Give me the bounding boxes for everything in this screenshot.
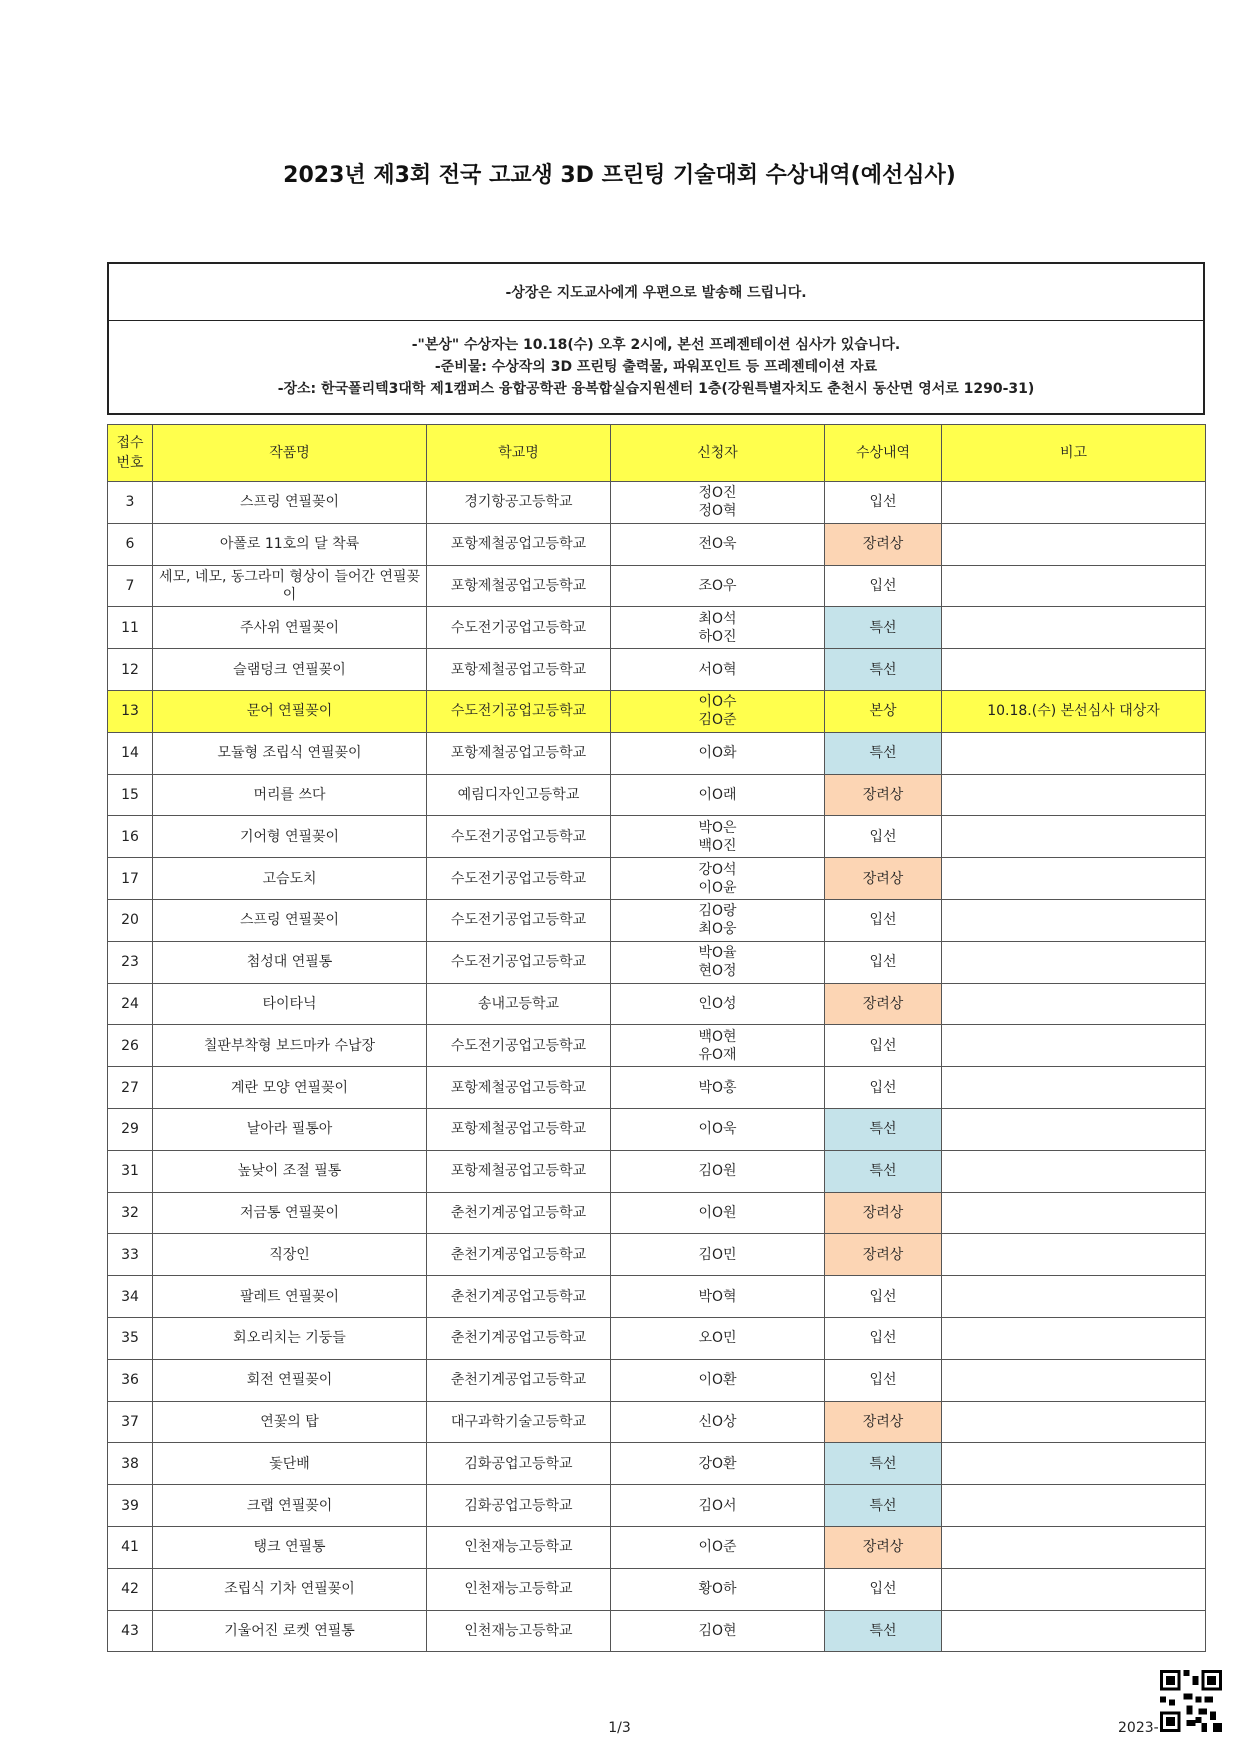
cell-note bbox=[942, 482, 1206, 524]
cell-note bbox=[942, 1067, 1206, 1109]
cell-note bbox=[942, 983, 1206, 1025]
table-row bbox=[108, 523, 1206, 565]
cell-work: 첨성대 연필통 bbox=[153, 941, 427, 983]
cell-work: 연꽃의 탑 bbox=[153, 1401, 427, 1443]
cell-no: 16 bbox=[108, 816, 153, 858]
applicant-name: 신O상 bbox=[698, 1413, 737, 1430]
table-row bbox=[108, 1067, 1206, 1109]
cell-note bbox=[942, 523, 1206, 565]
cell-work: 스프링 연필꽂이 bbox=[153, 482, 427, 524]
cell-award: 장려상 bbox=[825, 1234, 942, 1276]
cell-note bbox=[942, 1610, 1206, 1652]
cell-award: 입선 bbox=[825, 1317, 942, 1359]
cell-note bbox=[942, 1568, 1206, 1610]
cell-applicant bbox=[611, 858, 825, 900]
table-row bbox=[108, 1025, 1206, 1067]
cell-school: 송내고등학교 bbox=[427, 983, 611, 1025]
cell-award: 입선 bbox=[825, 565, 942, 607]
cell-note bbox=[942, 1234, 1206, 1276]
cell-note bbox=[942, 1317, 1206, 1359]
cell-award: 장려상 bbox=[825, 1401, 942, 1443]
cell-note bbox=[942, 1359, 1206, 1401]
cell-no: 7 bbox=[108, 565, 153, 607]
cell-no: 15 bbox=[108, 774, 153, 816]
applicant-name: 서O혁 bbox=[698, 661, 737, 678]
cell-award: 장려상 bbox=[825, 523, 942, 565]
notice-line-1: -상장은 지도교사에게 우편으로 발송해 드립니다. bbox=[505, 285, 807, 301]
cell-work: 저금통 연필꽂이 bbox=[153, 1192, 427, 1234]
cell-applicant bbox=[611, 941, 825, 983]
cell-note bbox=[942, 816, 1206, 858]
cell-work: 직장인 bbox=[153, 1234, 427, 1276]
table-row bbox=[108, 649, 1206, 691]
cell-award: 특선 bbox=[825, 1150, 942, 1192]
cell-note bbox=[942, 858, 1206, 900]
cell-award: 특선 bbox=[825, 607, 942, 649]
cell-award: 특선 bbox=[825, 1108, 942, 1150]
notice-row-1 bbox=[109, 264, 1203, 321]
header-work: 작품명 bbox=[153, 425, 427, 482]
table-row bbox=[108, 983, 1206, 1025]
applicant-name: 강O석 bbox=[698, 861, 737, 878]
cell-award: 입선 bbox=[825, 1568, 942, 1610]
table-row bbox=[108, 1150, 1206, 1192]
cell-school: 대구과학기술고등학교 bbox=[427, 1401, 611, 1443]
cell-no: 26 bbox=[108, 1025, 153, 1067]
cell-award: 본상 bbox=[825, 690, 942, 732]
cell-award: 특선 bbox=[825, 649, 942, 691]
cell-award: 특선 bbox=[825, 1610, 942, 1652]
cell-school: 춘천기계공업고등학교 bbox=[427, 1317, 611, 1359]
page-title: 2023년 제3회 전국 고교생 3D 프린팅 기술대회 수상내역(예선심사) bbox=[283, 163, 956, 188]
applicant-name: 오O민 bbox=[698, 1330, 737, 1347]
applicant-name: 조O우 bbox=[698, 577, 737, 594]
cell-school: 포항제철공업고등학교 bbox=[427, 649, 611, 691]
cell-school: 김화공업고등학교 bbox=[427, 1485, 611, 1527]
cell-work: 스프링 연필꽂이 bbox=[153, 899, 427, 941]
cell-applicant bbox=[611, 1276, 825, 1318]
cell-no: 14 bbox=[108, 732, 153, 774]
notice-line-2: -"본상" 수상자는 10.18(수) 오후 2시에, 본선 프레젠테이션 심사가 있습니다. bbox=[411, 337, 901, 353]
cell-work: 기어형 연필꽂이 bbox=[153, 816, 427, 858]
cell-applicant bbox=[611, 482, 825, 524]
cell-work: 회전 연필꽂이 bbox=[153, 1359, 427, 1401]
cell-note bbox=[942, 1276, 1206, 1318]
cell-applicant bbox=[611, 1108, 825, 1150]
cell-award: 입선 bbox=[825, 941, 942, 983]
cell-no: 31 bbox=[108, 1150, 153, 1192]
cell-award: 장려상 bbox=[825, 1526, 942, 1568]
cell-award: 입선 bbox=[825, 899, 942, 941]
cell-no: 11 bbox=[108, 607, 153, 649]
cell-applicant bbox=[611, 690, 825, 732]
cell-no: 17 bbox=[108, 858, 153, 900]
cell-work: 날아라 필통아 bbox=[153, 1108, 427, 1150]
cell-work: 주사위 연필꽂이 bbox=[153, 607, 427, 649]
cell-school: 포항제철공업고등학교 bbox=[427, 523, 611, 565]
cell-school: 인천재능고등학교 bbox=[427, 1526, 611, 1568]
table-row bbox=[108, 774, 1206, 816]
cell-school: 포항제철공업고등학교 bbox=[427, 1150, 611, 1192]
cell-no: 43 bbox=[108, 1610, 153, 1652]
cell-school: 수도전기공업고등학교 bbox=[427, 1025, 611, 1067]
table-row bbox=[108, 690, 1206, 732]
table-row bbox=[108, 941, 1206, 983]
cell-note bbox=[942, 941, 1206, 983]
cell-work: 계란 모양 연필꽂이 bbox=[153, 1067, 427, 1109]
cell-applicant bbox=[611, 1150, 825, 1192]
cell-award: 특선 bbox=[825, 732, 942, 774]
cell-school: 인천재능고등학교 bbox=[427, 1610, 611, 1652]
cell-school: 경기항공고등학교 bbox=[427, 482, 611, 524]
cell-applicant bbox=[611, 899, 825, 941]
cell-note bbox=[942, 732, 1206, 774]
cell-school: 포항제철공업고등학교 bbox=[427, 732, 611, 774]
page-number: 1/3 bbox=[608, 1720, 631, 1736]
cell-school: 수도전기공업고등학교 bbox=[427, 816, 611, 858]
applicant-name: 유O재 bbox=[698, 1046, 737, 1063]
cell-no: 36 bbox=[108, 1359, 153, 1401]
cell-note bbox=[942, 607, 1206, 649]
cell-no: 34 bbox=[108, 1276, 153, 1318]
applicant-name: 박O은 bbox=[698, 819, 737, 836]
cell-applicant bbox=[611, 1317, 825, 1359]
cell-work: 기울어진 로켓 연필통 bbox=[153, 1610, 427, 1652]
notice-line-4: -장소: 한국폴리텍3대학 제1캠퍼스 융합공학관 융복합실습지원센터 1층(강원특별자치도 춘천시 동산면 영서로 1290-31) bbox=[277, 381, 1035, 397]
cell-award: 입선 bbox=[825, 816, 942, 858]
cell-work: 고슴도치 bbox=[153, 858, 427, 900]
applicant-name: 최O석 bbox=[698, 610, 737, 627]
header-award: 수상내역 bbox=[825, 425, 942, 482]
table-row bbox=[108, 1359, 1206, 1401]
cell-work: 머리를 쓰다 bbox=[153, 774, 427, 816]
cell-no: 33 bbox=[108, 1234, 153, 1276]
cell-applicant bbox=[611, 1025, 825, 1067]
cell-applicant bbox=[611, 732, 825, 774]
cell-award: 특선 bbox=[825, 1443, 942, 1485]
header-no: 접수 번호 bbox=[108, 425, 153, 482]
applicant-name: 김O준 bbox=[698, 712, 737, 729]
cell-work: 타이타닉 bbox=[153, 983, 427, 1025]
applicant-name: 강O환 bbox=[698, 1455, 737, 1472]
cell-note bbox=[942, 1485, 1206, 1527]
table-row bbox=[108, 1568, 1206, 1610]
cell-work: 슬램덩크 연필꽂이 bbox=[153, 649, 427, 691]
cell-note bbox=[942, 1526, 1206, 1568]
cell-note bbox=[942, 1150, 1206, 1192]
table-row bbox=[108, 607, 1206, 649]
cell-award: 장려상 bbox=[825, 858, 942, 900]
applicant-name: 김O현 bbox=[698, 1622, 737, 1639]
applicant-name: 김O랑 bbox=[698, 903, 737, 920]
cell-award: 장려상 bbox=[825, 983, 942, 1025]
notice-row-2 bbox=[109, 321, 1203, 413]
table-header-row bbox=[108, 425, 1206, 482]
cell-award: 특선 bbox=[825, 1485, 942, 1527]
table-row bbox=[108, 565, 1206, 607]
cell-school: 포항제철공업고등학교 bbox=[427, 565, 611, 607]
cell-applicant bbox=[611, 565, 825, 607]
notice-box bbox=[107, 262, 1205, 415]
cell-note bbox=[942, 1401, 1206, 1443]
cell-note bbox=[942, 565, 1206, 607]
cell-note bbox=[942, 1443, 1206, 1485]
table-row bbox=[108, 816, 1206, 858]
cell-no: 42 bbox=[108, 1568, 153, 1610]
cell-applicant bbox=[611, 607, 825, 649]
cell-work: 모듈형 조립식 연필꽂이 bbox=[153, 732, 427, 774]
cell-no: 35 bbox=[108, 1317, 153, 1359]
cell-applicant bbox=[611, 1610, 825, 1652]
cell-no: 39 bbox=[108, 1485, 153, 1527]
applicant-name: 박O홍 bbox=[698, 1079, 737, 1096]
applicant-name: 김O원 bbox=[698, 1163, 737, 1180]
header-note: 비고 bbox=[942, 425, 1206, 482]
cell-award: 장려상 bbox=[825, 774, 942, 816]
table-row bbox=[108, 858, 1206, 900]
table-row bbox=[108, 899, 1206, 941]
table-row bbox=[108, 1526, 1206, 1568]
cell-school: 인천재능고등학교 bbox=[427, 1568, 611, 1610]
cell-note bbox=[942, 1025, 1206, 1067]
cell-no: 27 bbox=[108, 1067, 153, 1109]
header-school: 학교명 bbox=[427, 425, 611, 482]
cell-note bbox=[942, 1108, 1206, 1150]
cell-work: 칠판부착형 보드마카 수납장 bbox=[153, 1025, 427, 1067]
applicant-name: 이O윤 bbox=[698, 879, 737, 896]
applicant-name: 이O욱 bbox=[698, 1121, 737, 1138]
cell-applicant bbox=[611, 523, 825, 565]
applicant-name: 백O현 bbox=[698, 1028, 737, 1045]
applicant-name: 이O원 bbox=[698, 1204, 737, 1221]
cell-no: 12 bbox=[108, 649, 153, 691]
cell-award: 입선 bbox=[825, 1359, 942, 1401]
cell-award: 입선 bbox=[825, 1276, 942, 1318]
awards-table bbox=[107, 424, 1206, 1652]
cell-applicant bbox=[611, 1568, 825, 1610]
table-row bbox=[108, 1108, 1206, 1150]
cell-applicant bbox=[611, 649, 825, 691]
cell-award: 장려상 bbox=[825, 1192, 942, 1234]
cell-applicant bbox=[611, 983, 825, 1025]
table-row bbox=[108, 482, 1206, 524]
cell-applicant bbox=[611, 1359, 825, 1401]
table-row bbox=[108, 1485, 1206, 1527]
applicant-name: 최O웅 bbox=[698, 921, 737, 938]
cell-no: 3 bbox=[108, 482, 153, 524]
cell-work: 크랩 연필꽂이 bbox=[153, 1485, 427, 1527]
cell-school: 김화공업고등학교 bbox=[427, 1443, 611, 1485]
cell-applicant bbox=[611, 1485, 825, 1527]
applicant-name: 현O정 bbox=[698, 963, 737, 980]
cell-applicant bbox=[611, 1526, 825, 1568]
table-row bbox=[108, 1443, 1206, 1485]
cell-work: 높낮이 조절 필통 bbox=[153, 1150, 427, 1192]
cell-school: 춘천기계공업고등학교 bbox=[427, 1234, 611, 1276]
applicant-name: 박O혁 bbox=[698, 1288, 737, 1305]
cell-school: 춘천기계공업고등학교 bbox=[427, 1359, 611, 1401]
applicant-name: 정O진 bbox=[698, 485, 737, 502]
applicant-name: 이O래 bbox=[698, 786, 737, 803]
table-row bbox=[108, 1192, 1206, 1234]
cell-school: 춘천기계공업고등학교 bbox=[427, 1192, 611, 1234]
cell-no: 23 bbox=[108, 941, 153, 983]
cell-note bbox=[942, 899, 1206, 941]
table-row bbox=[108, 1610, 1206, 1652]
cell-work: 회오리치는 기둥들 bbox=[153, 1317, 427, 1359]
cell-work: 탱크 연필통 bbox=[153, 1526, 427, 1568]
cell-applicant bbox=[611, 1067, 825, 1109]
cell-no: 32 bbox=[108, 1192, 153, 1234]
applicant-name: 김O민 bbox=[698, 1246, 737, 1263]
cell-school: 수도전기공업고등학교 bbox=[427, 941, 611, 983]
table-row bbox=[108, 1234, 1206, 1276]
cell-work: 조립식 기차 연필꽂이 bbox=[153, 1568, 427, 1610]
header-applicant: 신청자 bbox=[611, 425, 825, 482]
cell-note bbox=[942, 774, 1206, 816]
applicant-name: 전O욱 bbox=[698, 536, 737, 553]
cell-no: 6 bbox=[108, 523, 153, 565]
table-row bbox=[108, 732, 1206, 774]
cell-award: 입선 bbox=[825, 1067, 942, 1109]
qr-code-icon bbox=[1160, 1670, 1222, 1732]
cell-no: 24 bbox=[108, 983, 153, 1025]
applicant-name: 이O화 bbox=[698, 745, 737, 762]
cell-work: 세모, 네모, 동그라미 형상이 들어간 연필꽂이 bbox=[153, 565, 427, 607]
notice-line-3: -준비물: 수상작의 3D 프린팅 출력물, 파워포인트 등 프레젠테이션 자료 bbox=[434, 359, 878, 375]
cell-applicant bbox=[611, 774, 825, 816]
cell-no: 38 bbox=[108, 1443, 153, 1485]
cell-school: 포항제철공업고등학교 bbox=[427, 1067, 611, 1109]
cell-school: 예림디자인고등학교 bbox=[427, 774, 611, 816]
cell-work: 팔레트 연필꽂이 bbox=[153, 1276, 427, 1318]
cell-no: 41 bbox=[108, 1526, 153, 1568]
cell-award: 입선 bbox=[825, 1025, 942, 1067]
applicant-name: 이O환 bbox=[698, 1372, 737, 1389]
cell-no: 13 bbox=[108, 690, 153, 732]
cell-school: 포항제철공업고등학교 bbox=[427, 1108, 611, 1150]
cell-school: 춘천기계공업고등학교 bbox=[427, 1276, 611, 1318]
cell-applicant bbox=[611, 1443, 825, 1485]
cell-no: 20 bbox=[108, 899, 153, 941]
cell-applicant bbox=[611, 1192, 825, 1234]
cell-work: 아폴로 11호의 달 착륙 bbox=[153, 523, 427, 565]
applicant-name: 김O서 bbox=[698, 1497, 737, 1514]
cell-note bbox=[942, 1192, 1206, 1234]
applicant-name: 이O수 bbox=[698, 694, 737, 711]
applicant-name: 이O준 bbox=[698, 1539, 737, 1556]
cell-school: 수도전기공업고등학교 bbox=[427, 858, 611, 900]
applicant-name: 박O율 bbox=[698, 945, 737, 962]
cell-work: 돛단배 bbox=[153, 1443, 427, 1485]
cell-no: 37 bbox=[108, 1401, 153, 1443]
cell-no: 29 bbox=[108, 1108, 153, 1150]
cell-work: 문어 연필꽂이 bbox=[153, 690, 427, 732]
applicant-name: 백O진 bbox=[698, 837, 737, 854]
cell-note: 10.18.(수) 본선심사 대상자 bbox=[942, 690, 1206, 732]
applicant-name: 정O혁 bbox=[698, 503, 737, 520]
cell-award: 입선 bbox=[825, 482, 942, 524]
applicant-name: 인O성 bbox=[698, 995, 737, 1012]
applicant-name: 황O하 bbox=[698, 1581, 737, 1598]
cell-applicant bbox=[611, 1401, 825, 1443]
cell-applicant bbox=[611, 816, 825, 858]
print-date: 2023- bbox=[1118, 1720, 1159, 1736]
cell-note bbox=[942, 649, 1206, 691]
applicant-name: 하O진 bbox=[698, 628, 737, 645]
table-row bbox=[108, 1276, 1206, 1318]
cell-applicant bbox=[611, 1234, 825, 1276]
cell-school: 수도전기공업고등학교 bbox=[427, 607, 611, 649]
cell-school: 수도전기공업고등학교 bbox=[427, 899, 611, 941]
cell-school: 수도전기공업고등학교 bbox=[427, 690, 611, 732]
table-row bbox=[108, 1317, 1206, 1359]
table-row bbox=[108, 1401, 1206, 1443]
